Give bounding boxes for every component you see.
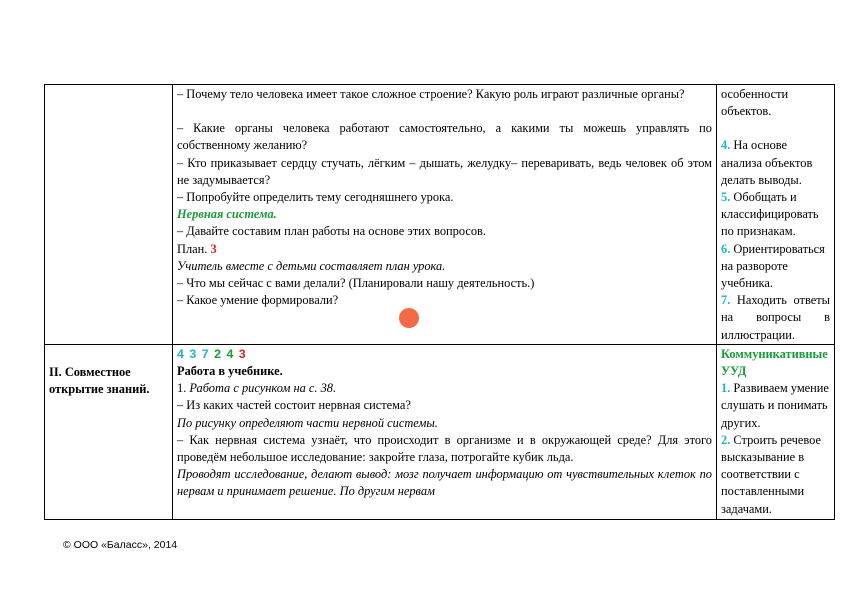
table-row: [45, 344, 835, 519]
skill-item: [721, 432, 830, 518]
task-text: Работа с рисунком на с. 38.: [189, 381, 337, 396]
skill-item: [721, 292, 830, 344]
skills-cell: [717, 85, 835, 345]
stage-cell: [45, 344, 173, 519]
skill-number: 2.: [721, 432, 731, 447]
section-heading: Работа в учебнике.: [177, 364, 283, 379]
question-text: – Что мы сейчас с вами делали? (Планировали нашу деятельность.): [177, 276, 535, 291]
stage-title: II. Совместное открытие знаний.: [49, 364, 150, 397]
orange-circle-marker: [399, 308, 419, 328]
stage-cell-empty: [45, 85, 173, 345]
skill-number: 4.: [721, 138, 731, 153]
skill-text: Строить речевое высказывание в соответствии с поставленными задачами.: [721, 432, 821, 516]
skill-number: 7.: [721, 293, 731, 308]
activity-cell: [173, 85, 717, 345]
task-line: [177, 380, 712, 397]
skill-code-line: [177, 346, 712, 363]
lesson-topic: Нервная система.: [177, 207, 277, 222]
skill-code: 7: [201, 346, 210, 361]
table-row: [45, 85, 835, 345]
skill-code: 4: [177, 346, 185, 361]
skills-heading: Коммуникативные УУД: [721, 346, 828, 379]
question-text: – Кто приказывает сердцу стучать, лёгким – дышать, желудку– переваривать, ведь человек об этом не задумывается?: [177, 155, 712, 187]
skill-number: 5.: [721, 190, 731, 205]
activity-cell: [173, 344, 717, 519]
skills-cell: [717, 344, 835, 519]
plan-label: План.: [177, 241, 208, 256]
lesson-table: [44, 84, 835, 520]
skill-code: 2: [214, 346, 222, 361]
copyright-footer: © ООО «Баласс», 2014: [63, 539, 178, 551]
question-text: – Почему тело человека имеет такое сложное строение? Какую роль играют различные органы?: [177, 87, 685, 101]
skill-number: 1.: [721, 381, 731, 396]
question-text: – Какое умение формировали?: [177, 293, 339, 308]
question-text: – Какие органы человека работают самостоятельно, а какими ты можешь управлять по собственному желанию?: [177, 121, 712, 153]
skill-text: Ориентироваться на развороте учебника.: [721, 241, 825, 291]
skill-text: Находить ответы на вопросы в иллюстрации.: [721, 293, 830, 342]
student-note: По рисунку определяют части нервной системы.: [177, 415, 438, 430]
question-text: – Как нервная система узнаёт, что происходит в организме и в окружающей среде? Для этого проведём небольшое исследование: закройте глаза, потрогайте кубик льда.: [177, 432, 712, 465]
skill-text: особенности объектов.: [721, 87, 789, 119]
skill-text: На основе анализа объектов делать выводы.: [721, 138, 813, 187]
student-note: Проводят исследование, делают вывод: мозг получает информацию от чувствительных клеток по нервам и принимает решение. По другим нервам: [177, 467, 712, 499]
plan-line: [177, 241, 712, 258]
question-text: – Из каких частей состоит нервная система?: [177, 398, 411, 413]
task-number: 1.: [177, 381, 187, 396]
teacher-note: Учитель вместе с детьми составляет план урока.: [177, 258, 446, 273]
skill-item: [721, 137, 830, 189]
skill-text: Развиваем умение слушать и понимать других.: [721, 381, 829, 430]
skill-number: 6.: [721, 241, 731, 256]
skill-item: [721, 189, 830, 241]
skill-item: [721, 241, 830, 293]
plan-number: 3: [210, 241, 217, 256]
skill-code: 3: [238, 346, 247, 361]
skill-text: Обобщать и классифицировать по признакам.: [721, 190, 819, 239]
question-text: – Давайте составим план работы на основе этих вопросов.: [177, 224, 486, 239]
question-text: – Попробуйте определить тему сегодняшнего урока.: [177, 190, 454, 205]
skill-code: 4: [226, 346, 235, 361]
skill-code: 3: [189, 346, 198, 361]
skill-item: [721, 380, 830, 432]
